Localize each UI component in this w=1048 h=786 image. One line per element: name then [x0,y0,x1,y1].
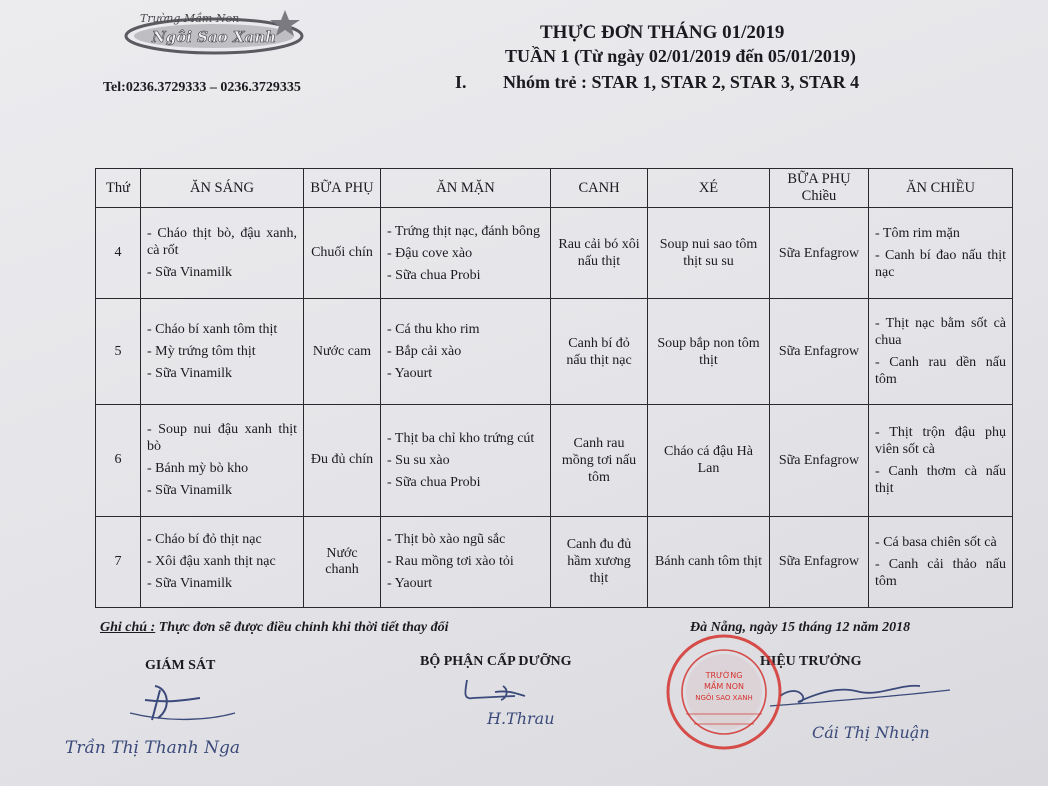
table-row [96,404,1013,516]
xe-cell [648,299,770,405]
afternoon-snack-cell [770,208,869,299]
xe-text: Cháo cá đậu Hà Lan [663,444,754,477]
breakfast-cell [141,208,304,299]
dinner-cell [869,299,1013,405]
main-dish-item: - Thịt bò xào ngũ sắc [387,532,506,548]
soup-text: Canh đu đủ hầm xương thịt [566,537,632,587]
breakfast-item: - Sữa Vinamilk [147,483,233,499]
table-row [96,299,1013,405]
kitchen-signature [455,672,595,742]
dinner-item: - Thịt nạc bằm sốt cà chua [875,316,1006,349]
main-dish-item: - Cá thu kho rim [387,322,480,338]
svg-text:TRƯỜNG: TRƯỜNG [705,671,743,680]
phone-number: Tel:0236.3729333 – 0236.3729335 [103,80,301,95]
main-dish-item: - Yaourt [387,366,433,382]
main-dish-item: - Rau mồng tơi xào tỏi [387,554,514,570]
snack-cell: Chuối chín [304,208,381,299]
afternoon-snack-cell [770,299,869,405]
breakfast-item: - Mỳ trứng tôm thịt [147,344,256,360]
school-logo [122,8,307,56]
svg-text:MẦM NON: MẦM NON [703,682,745,691]
kitchen-name: H.Thrau [487,709,555,728]
dinner-item: - Canh cải thảo nấu tôm [875,556,1006,589]
main-dish-item: - Trứng thịt nạc, đánh bông [387,223,541,239]
logo-top-text: Trường Mầm Non [140,12,240,25]
snack-cell: Nước chanh [304,516,381,607]
day-cell: 7 [96,516,141,607]
main-dish-item: - Su su xào [387,452,450,468]
xe-text: Soup bắp non tôm thịt [657,335,760,368]
afternoon-snack-text: Sữa Enfagrow [778,344,860,360]
kitchen-title: BỘ PHẬN CẤP DƯỠNG [420,654,572,669]
dinner-item: - Thịt trộn đậu phụ viên sốt cà [875,424,1006,457]
note [100,620,449,636]
day-cell: 5 [96,299,141,405]
header-xe: XÉ [648,169,770,208]
date-line: Đà Nẵng, ngày 15 tháng 12 năm 2018 [690,620,911,635]
group-number: I. [455,72,467,92]
supervisor-signature [60,678,280,778]
dinner-cell [869,516,1013,607]
breakfast-item: - Sữa Vinamilk [147,366,233,382]
breakfast-item: - Cháo thịt bò, đậu xanh, cà rốt [147,226,297,259]
principal-signature [760,672,960,752]
main-dish-item: - Bắp cải xào [387,344,462,360]
header-soup: CANH [551,169,648,208]
day-cell: 4 [96,208,141,299]
header-snack: BỮA PHỤ [304,169,381,208]
snack-cell: Nước cam [304,299,381,405]
day-cell: 6 [96,404,141,516]
breakfast-cell [141,516,304,607]
soup-cell [551,404,648,516]
header-main: ĂN MẶN [381,169,551,208]
supervisor-name: Trần Thị Thanh Nga [65,738,240,758]
svg-text:NGÔI SAO XANH: NGÔI SAO XANH [695,694,753,702]
breakfast-item: - Sữa Vinamilk [147,576,233,592]
xe-cell [648,208,770,299]
principal-title: HIỆU TRƯỞNG [760,654,862,669]
page-title: THỰC ĐƠN THÁNG 01/2019 [540,22,785,43]
soup-cell [551,208,648,299]
afternoon-snack-cell [770,404,869,516]
menu-table [95,168,1013,608]
soup-text: Canh rau mồng tơi nấu tôm [561,435,637,485]
main-dish-item: - Sữa chua Probi [387,267,481,283]
main-dish-item: - Sữa chua Probi [387,474,481,490]
soup-text: Rau cải bó xôi nấu thịt [558,237,640,270]
breakfast-item: - Bánh mỳ bò kho [147,461,249,477]
afternoon-snack-text: Sữa Enfagrow [778,245,860,261]
header-breakfast: ĂN SÁNG [141,169,304,208]
dinner-item: - Canh thơm cà nấu thịt [875,463,1006,496]
xe-text: Soup nui sao tôm thịt su su [659,237,758,270]
note-label: Ghi chú : [100,620,156,635]
dinner-item: - Cá basa chiên sốt cà [875,534,997,550]
breakfast-item: - Sữa Vinamilk [147,265,233,281]
soup-cell [551,516,648,607]
note-text: Thực đơn sẽ được điều chỉnh khi thời tiết thay đổi [158,620,449,635]
group-text: Nhóm trẻ : STAR 1, STAR 2, STAR 3, STAR 4 [503,72,860,92]
dinner-cell [869,404,1013,516]
afternoon-snack-text: Sữa Enfagrow [778,452,860,468]
dinner-item: - Tôm rim mặn [875,226,960,242]
xe-cell [648,516,770,607]
header-dinner: ĂN CHIỀU [869,169,1013,208]
group-title [455,72,859,93]
main-dish-cell [381,516,551,607]
header-afternoon-snack: BỮA PHỤ Chiều [770,169,869,208]
snack-cell: Đu đủ chín [304,404,381,516]
breakfast-item: - Cháo bí đỏ thịt nạc [147,532,262,548]
supervisor-title: GIÁM SÁT [145,658,216,673]
main-dish-item: - Đậu cove xào [387,245,473,261]
xe-text: Bánh canh tôm thịt [655,554,762,570]
breakfast-item: - Soup nui đậu xanh thịt bò [147,422,297,455]
breakfast-cell [141,404,304,516]
afternoon-snack-cell [770,516,869,607]
school-stamp [664,632,784,752]
main-dish-item: - Thịt ba chỉ kho trứng cút [387,430,535,446]
principal-name: Cái Thị Nhuận [812,723,930,742]
table-row [96,516,1013,607]
table-row [96,208,1013,299]
main-dish-item: - Yaourt [387,576,433,592]
header-day: Thứ [96,169,141,208]
breakfast-cell [141,299,304,405]
week-title: TUẦN 1 (Từ ngày 02/01/2019 đến 05/01/2019) [505,46,856,66]
soup-text: Canh bí đỏ nấu thịt nạc [566,335,632,368]
main-dish-cell [381,299,551,405]
main-dish-cell [381,208,551,299]
logo-main-text: Ngôi Sao Xanh [152,28,277,46]
soup-cell [551,299,648,405]
breakfast-item: - Xôi đậu xanh thịt nạc [147,554,276,570]
dinner-cell [869,208,1013,299]
dinner-item: - Canh bí đao nấu thịt nạc [875,248,1006,281]
dinner-item: - Canh rau dền nấu tôm [875,355,1006,388]
table-header-row [96,169,1013,208]
breakfast-item: - Cháo bí xanh tôm thịt [147,322,278,338]
main-dish-cell [381,404,551,516]
xe-cell [648,404,770,516]
afternoon-snack-text: Sữa Enfagrow [778,554,860,570]
